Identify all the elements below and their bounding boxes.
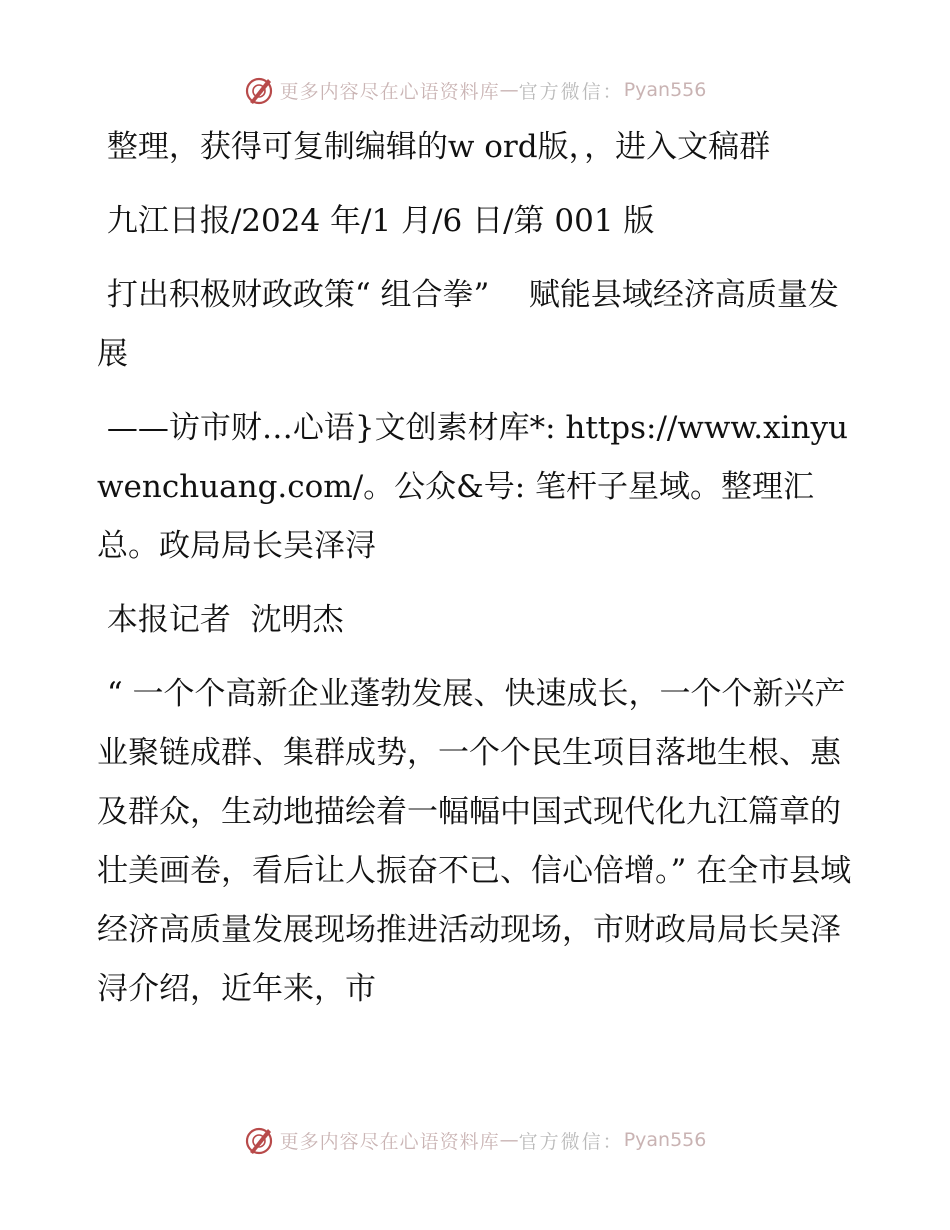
source-line: 九江日报/2024 年/1 月/6 日/第 001 版 [97, 203, 655, 239]
footer-banner [0, 1120, 950, 1160]
body-paragraph: “ 一个个高新企业蓬勃发展、快速成长，一个个新兴产业聚链成群、集群成势，一个个民生项目落地生根、惠及群众，生动地描绘着一幅幅中国式现代化九江篇章的壮美画卷，看后让人振奋不已、信心倍增。” 在全市县域经济高质量发展现场推进活动现场，市财政局局长吴泽浔介绍，近年来，市 [97, 676, 852, 1007]
banner-wechat-label: 官方微信： [518, 80, 624, 103]
banner-slogan: 更多内容尽在心语资料库 [279, 80, 500, 103]
banner-wechat-id: Pyan556 [623, 1129, 707, 1151]
subheadline: ——访市财…心语}文创素材库*: https://www.xinyuwenchuang.com/。公众&号: 笔杆子星域。整理汇总。政局局长吴泽浔 [97, 410, 848, 564]
banner-separator: — [499, 79, 519, 101]
byline: 本报记者 沈明杰 [97, 602, 344, 638]
banner-wechat-label: 官方微信： [518, 1130, 624, 1153]
intro-paragraph: 整理，获得可复制编辑的w ord版，，进入文稿群 [97, 129, 771, 165]
header-banner [0, 70, 950, 110]
banner-slogan: 更多内容尽在心语资料库 [279, 1130, 500, 1153]
headline: 打出积极财政政策“ 组合拳” 赋能县域经济高质量发展 [97, 277, 839, 372]
quill-logo-icon [244, 1125, 274, 1155]
document-body [97, 118, 857, 1019]
banner-wechat-id: Pyan556 [623, 79, 707, 101]
banner-separator: — [499, 1129, 519, 1151]
quill-logo-icon [244, 75, 274, 105]
